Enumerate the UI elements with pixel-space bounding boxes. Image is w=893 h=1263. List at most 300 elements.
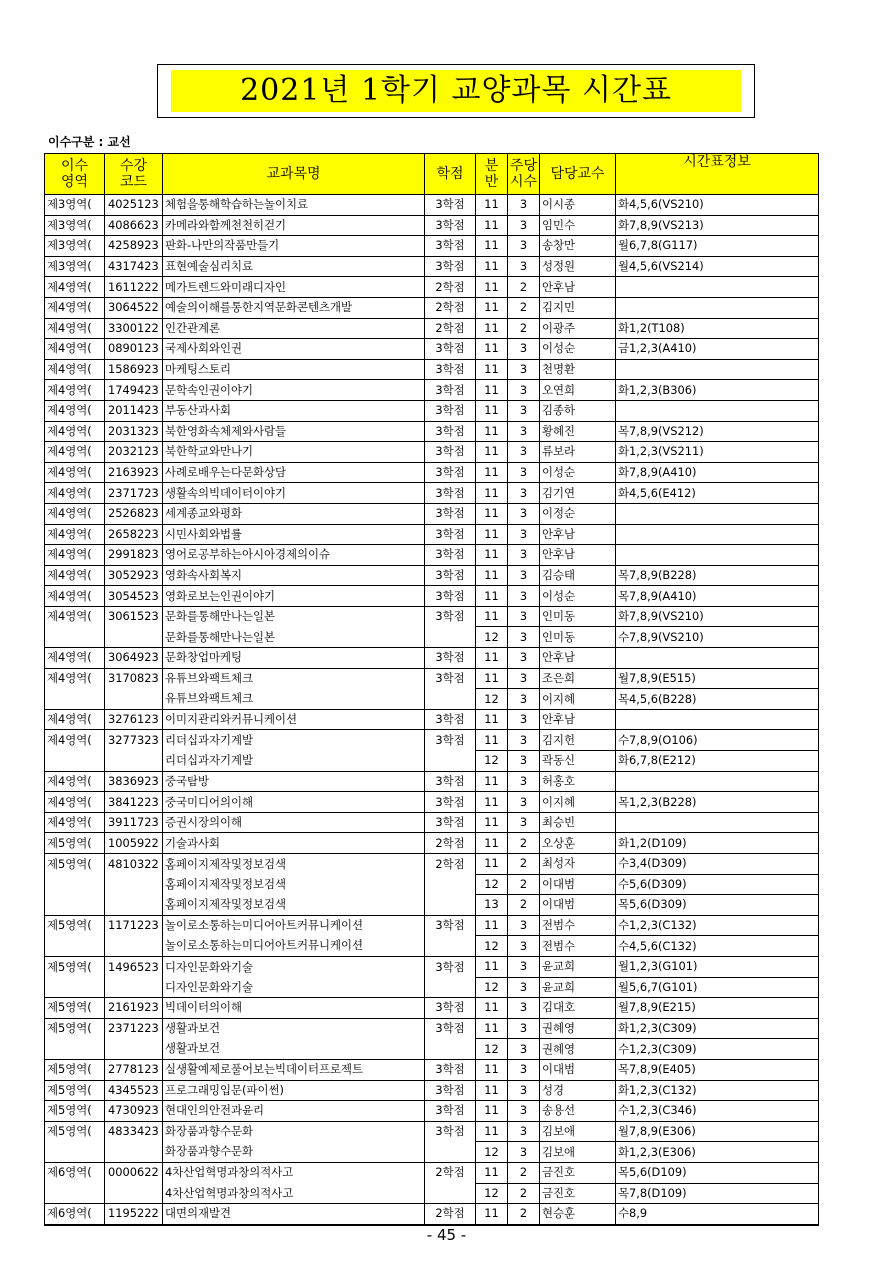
professor-cell: 안후남 <box>540 709 616 730</box>
professor-cell: 김지민 <box>540 297 616 318</box>
credit-cell: 3학점 <box>425 998 476 1019</box>
area-cell: 제4영역( <box>45 503 105 524</box>
code-cell: 4317423 <box>105 256 163 277</box>
schedule-cell: 수7,8,9(O106) <box>616 730 819 751</box>
hours-cell: 3 <box>508 442 540 463</box>
code-cell: 4810322 <box>105 854 163 875</box>
area-cell: 제5영역( <box>45 833 105 854</box>
credit-cell: 3학점 <box>425 462 476 483</box>
schedule-cell: 목7,8,9(VS212) <box>616 421 819 442</box>
code-cell: 2032123 <box>105 442 163 463</box>
credit-cell: 2학점 <box>425 297 476 318</box>
course-name-cell: 실생활예제로풀어보는빅데이터프로젝트 <box>163 1059 425 1080</box>
section-cell: 11 <box>476 236 508 257</box>
section-cell: 11 <box>476 297 508 318</box>
code-cell: 2658223 <box>105 524 163 545</box>
course-name-cell: 문학속인권이야기 <box>163 380 425 401</box>
table-row <box>45 1080 819 1101</box>
code-cell <box>105 874 163 895</box>
credit-cell: 2학점 <box>425 277 476 298</box>
schedule-cell: 수1,2,3(C132) <box>616 915 819 936</box>
area-cell: 제4영역( <box>45 462 105 483</box>
professor-cell: 김종하 <box>540 400 616 421</box>
code-cell: 1171223 <box>105 915 163 936</box>
section-cell: 11 <box>476 1018 508 1039</box>
hours-cell: 3 <box>508 915 540 936</box>
table-row <box>45 812 819 833</box>
section-cell: 11 <box>476 195 508 216</box>
table-row <box>45 339 819 360</box>
course-name-cell: 사례로배우는다문화상담 <box>163 462 425 483</box>
table-row <box>45 503 819 524</box>
credit-cell: 3학점 <box>425 400 476 421</box>
credit-cell: 3학점 <box>425 442 476 463</box>
hours-cell: 3 <box>508 956 540 977</box>
section-cell: 12 <box>476 977 508 998</box>
credit-cell: 3학점 <box>425 339 476 360</box>
code-cell: 4258923 <box>105 236 163 257</box>
table-row <box>45 689 819 710</box>
section-cell: 11 <box>476 998 508 1019</box>
table-row <box>45 1018 819 1039</box>
hours-cell: 3 <box>508 1101 540 1122</box>
table-row <box>45 833 819 854</box>
course-name-cell: 중국미디어의이해 <box>163 792 425 813</box>
code-cell: 2031323 <box>105 421 163 442</box>
professor-cell: 이광주 <box>540 318 616 339</box>
code-cell: 2161923 <box>105 998 163 1019</box>
credit-cell <box>425 689 476 710</box>
area-cell: 제4영역( <box>45 771 105 792</box>
professor-cell: 김대호 <box>540 998 616 1019</box>
table-row <box>45 195 819 216</box>
professor-cell: 권혜영 <box>540 1039 616 1060</box>
professor-cell: 김보애 <box>540 1142 616 1163</box>
header-name: 교과목명 <box>163 154 425 195</box>
professor-cell: 인미동 <box>540 606 616 627</box>
area-cell: 제4영역( <box>45 545 105 566</box>
table-row <box>45 462 819 483</box>
professor-cell: 윤교희 <box>540 977 616 998</box>
code-cell: 4833423 <box>105 1121 163 1142</box>
hours-cell: 3 <box>508 998 540 1019</box>
schedule-cell <box>616 771 819 792</box>
table-row <box>45 236 819 257</box>
table-row <box>45 359 819 380</box>
professor-cell: 오상훈 <box>540 833 616 854</box>
section-cell: 12 <box>476 936 508 957</box>
title-box <box>157 64 755 118</box>
code-cell: 1005922 <box>105 833 163 854</box>
credit-cell: 3학점 <box>425 565 476 586</box>
header-hours: 주당 시수 <box>508 154 540 195</box>
course-name-cell: 영어로공부하는아시아경제의이슈 <box>163 545 425 566</box>
schedule-cell: 목7,8,9(E405) <box>616 1059 819 1080</box>
table-row <box>45 442 819 463</box>
code-cell: 3300122 <box>105 318 163 339</box>
code-cell: 1611222 <box>105 277 163 298</box>
credit-cell: 3학점 <box>425 236 476 257</box>
course-name-cell: 중국탐방 <box>163 771 425 792</box>
code-cell: 3276123 <box>105 709 163 730</box>
area-cell <box>45 689 105 710</box>
section-cell: 11 <box>476 1080 508 1101</box>
code-cell: 0890123 <box>105 339 163 360</box>
timetable <box>44 153 819 1226</box>
schedule-cell: 화1,2(D109) <box>616 833 819 854</box>
credit-cell: 3학점 <box>425 1080 476 1101</box>
code-cell: 2371723 <box>105 483 163 504</box>
area-cell: 제4영역( <box>45 668 105 689</box>
code-cell: 4025123 <box>105 195 163 216</box>
hours-cell: 3 <box>508 1059 540 1080</box>
area-cell: 제4영역( <box>45 421 105 442</box>
schedule-cell: 목4,5,6(B228) <box>616 689 819 710</box>
table-row <box>45 1162 819 1183</box>
area-cell: 제4영역( <box>45 709 105 730</box>
area-cell: 제4영역( <box>45 730 105 751</box>
schedule-cell: 월5,6,7(G101) <box>616 977 819 998</box>
area-cell: 제4영역( <box>45 812 105 833</box>
professor-cell: 윤교희 <box>540 956 616 977</box>
course-name-cell: 부동산과사회 <box>163 400 425 421</box>
course-name-cell: 대면의재발견 <box>163 1204 425 1225</box>
hours-cell: 2 <box>508 1162 540 1183</box>
schedule-cell <box>616 359 819 380</box>
credit-cell: 2학점 <box>425 854 476 875</box>
course-name-cell: 판화-나만의작품만들기 <box>163 236 425 257</box>
credit-cell: 3학점 <box>425 215 476 236</box>
course-name-cell: 이미지관리와커뮤니케이션 <box>163 709 425 730</box>
credit-cell: 3학점 <box>425 256 476 277</box>
hours-cell: 3 <box>508 627 540 648</box>
schedule-cell: 화7,8,9(VS213) <box>616 215 819 236</box>
hours-cell: 2 <box>508 297 540 318</box>
area-cell: 제4영역( <box>45 483 105 504</box>
hours-cell: 3 <box>508 977 540 998</box>
course-name-cell: 유튜브와팩트체크 <box>163 668 425 689</box>
section-cell: 11 <box>476 586 508 607</box>
table-row <box>45 771 819 792</box>
section-cell: 11 <box>476 380 508 401</box>
professor-cell: 허홍호 <box>540 771 616 792</box>
code-cell <box>105 936 163 957</box>
credit-cell <box>425 1039 476 1060</box>
area-cell: 제5영역( <box>45 1121 105 1142</box>
schedule-cell <box>616 524 819 545</box>
table-row <box>45 1121 819 1142</box>
hours-cell: 3 <box>508 195 540 216</box>
course-name-cell: 유튜브와팩트체크 <box>163 689 425 710</box>
professor-cell: 이지혜 <box>540 689 616 710</box>
course-name-cell: 현대인의안전과윤리 <box>163 1101 425 1122</box>
schedule-cell: 수5,6(D309) <box>616 874 819 895</box>
course-name-cell: 카메라와함께천천히걷기 <box>163 215 425 236</box>
course-name-cell: 홈페이지제작및정보검색 <box>163 895 425 916</box>
code-cell: 3064923 <box>105 648 163 669</box>
hours-cell: 3 <box>508 648 540 669</box>
course-name-cell: 영화로보는인권이야기 <box>163 586 425 607</box>
schedule-cell <box>616 503 819 524</box>
professor-cell: 이대범 <box>540 874 616 895</box>
professor-cell: 인미동 <box>540 627 616 648</box>
header-prof: 담당교수 <box>540 154 616 195</box>
table-row <box>45 606 819 627</box>
credit-cell: 3학점 <box>425 380 476 401</box>
table-row <box>45 936 819 957</box>
section-cell: 13 <box>476 895 508 916</box>
credit-cell <box>425 1183 476 1204</box>
area-cell: 제4영역( <box>45 277 105 298</box>
credit-cell: 3학점 <box>425 730 476 751</box>
table-row <box>45 874 819 895</box>
section-cell: 11 <box>476 462 508 483</box>
section-cell: 11 <box>476 792 508 813</box>
code-cell: 2526823 <box>105 503 163 524</box>
schedule-cell: 화6,7,8(E212) <box>616 751 819 772</box>
professor-cell: 현승훈 <box>540 1204 616 1225</box>
hours-cell: 3 <box>508 380 540 401</box>
course-name-cell: 문화를통해만나는일본 <box>163 627 425 648</box>
credit-cell: 2학점 <box>425 1162 476 1183</box>
section-cell: 11 <box>476 421 508 442</box>
section-cell: 11 <box>476 812 508 833</box>
course-name-cell: 북한학교와만나기 <box>163 442 425 463</box>
table-row <box>45 1059 819 1080</box>
section-cell: 11 <box>476 545 508 566</box>
schedule-cell: 목5,6(D309) <box>616 895 819 916</box>
schedule-cell: 화1,2,3(VS211) <box>616 442 819 463</box>
schedule-cell: 목7,8,9(A410) <box>616 586 819 607</box>
area-cell <box>45 627 105 648</box>
course-name-cell: 놀이로소통하는미디어아트커뮤니케이션 <box>163 915 425 936</box>
schedule-cell <box>616 277 819 298</box>
header-credit: 학점 <box>425 154 476 195</box>
code-cell <box>105 1183 163 1204</box>
area-cell: 제4영역( <box>45 565 105 586</box>
section-cell: 11 <box>476 1121 508 1142</box>
table-row <box>45 977 819 998</box>
hours-cell: 2 <box>508 277 540 298</box>
schedule-cell: 수3,4(D309) <box>616 854 819 875</box>
section-cell: 12 <box>476 874 508 895</box>
code-cell <box>105 627 163 648</box>
section-cell: 11 <box>476 339 508 360</box>
credit-cell: 2학점 <box>425 833 476 854</box>
credit-cell <box>425 874 476 895</box>
table-row <box>45 565 819 586</box>
course-name-cell: 체험을통해학습하는놀이치료 <box>163 195 425 216</box>
section-cell: 11 <box>476 956 508 977</box>
section-cell: 11 <box>476 1162 508 1183</box>
section-cell: 11 <box>476 854 508 875</box>
course-name-cell: 예술의이해를통한지역문화콘텐츠개발 <box>163 297 425 318</box>
section-cell: 11 <box>476 565 508 586</box>
section-cell: 11 <box>476 318 508 339</box>
hours-cell: 2 <box>508 854 540 875</box>
code-cell <box>105 751 163 772</box>
hours-cell: 3 <box>508 1039 540 1060</box>
schedule-cell: 월4,5,6(VS214) <box>616 256 819 277</box>
area-cell: 제5영역( <box>45 998 105 1019</box>
area-cell: 제3영역( <box>45 256 105 277</box>
table-row <box>45 400 819 421</box>
credit-cell: 3학점 <box>425 1121 476 1142</box>
credit-cell: 3학점 <box>425 545 476 566</box>
professor-cell: 곽동신 <box>540 751 616 772</box>
hours-cell: 3 <box>508 545 540 566</box>
area-cell: 제4영역( <box>45 648 105 669</box>
code-cell: 4345523 <box>105 1080 163 1101</box>
hours-cell: 3 <box>508 771 540 792</box>
area-cell: 제5영역( <box>45 1059 105 1080</box>
hours-cell: 3 <box>508 1080 540 1101</box>
code-cell: 3277323 <box>105 730 163 751</box>
area-cell: 제4영역( <box>45 792 105 813</box>
professor-cell: 이대범 <box>540 895 616 916</box>
code-cell <box>105 1142 163 1163</box>
professor-cell: 오연희 <box>540 380 616 401</box>
credit-cell: 3학점 <box>425 503 476 524</box>
course-name-cell: 시민사회와법률 <box>163 524 425 545</box>
credit-cell <box>425 936 476 957</box>
professor-cell: 안후남 <box>540 648 616 669</box>
professor-cell: 금진호 <box>540 1183 616 1204</box>
table-row <box>45 586 819 607</box>
credit-cell <box>425 751 476 772</box>
credit-cell: 3학점 <box>425 195 476 216</box>
course-name-cell: 생활과보건 <box>163 1018 425 1039</box>
table-row <box>45 854 819 875</box>
table-row <box>45 215 819 236</box>
credit-cell <box>425 895 476 916</box>
course-name-cell: 리더십과자기계발 <box>163 751 425 772</box>
credit-cell <box>425 1142 476 1163</box>
schedule-cell: 화4,5,6(VS210) <box>616 195 819 216</box>
course-name-cell: 문화창업마케팅 <box>163 648 425 669</box>
course-name-cell: 인간관계론 <box>163 318 425 339</box>
code-cell: 4086623 <box>105 215 163 236</box>
section-cell: 11 <box>476 606 508 627</box>
schedule-cell: 수4,5,6(C132) <box>616 936 819 957</box>
hours-cell: 3 <box>508 503 540 524</box>
category-label: 이수구분 : 교선 <box>48 135 131 149</box>
code-cell: 3052923 <box>105 565 163 586</box>
section-cell: 11 <box>476 442 508 463</box>
professor-cell: 권혜영 <box>540 1018 616 1039</box>
area-cell <box>45 874 105 895</box>
hours-cell: 3 <box>508 730 540 751</box>
section-cell: 11 <box>476 1204 508 1225</box>
section-cell: 11 <box>476 1059 508 1080</box>
area-cell: 제6영역( <box>45 1204 105 1225</box>
code-cell: 3911723 <box>105 812 163 833</box>
schedule-cell: 수8,9 <box>616 1204 819 1225</box>
section-cell: 11 <box>476 668 508 689</box>
table-row <box>45 792 819 813</box>
course-name-cell: 기술과사회 <box>163 833 425 854</box>
table-row <box>45 730 819 751</box>
hours-cell: 3 <box>508 524 540 545</box>
code-cell: 4730923 <box>105 1101 163 1122</box>
professor-cell: 최성자 <box>540 854 616 875</box>
section-cell: 12 <box>476 1183 508 1204</box>
hours-cell: 3 <box>508 668 540 689</box>
schedule-cell <box>616 400 819 421</box>
schedule-cell: 월7,8,9(E515) <box>616 668 819 689</box>
table-row <box>45 1183 819 1204</box>
section-cell: 11 <box>476 215 508 236</box>
area-cell: 제6영역( <box>45 1162 105 1183</box>
table-row <box>45 256 819 277</box>
area-cell: 제4영역( <box>45 380 105 401</box>
credit-cell: 3학점 <box>425 359 476 380</box>
section-cell: 12 <box>476 751 508 772</box>
schedule-cell: 화4,5,6(E412) <box>616 483 819 504</box>
credit-cell: 3학점 <box>425 915 476 936</box>
course-name-cell: 4차산업혁명과창의적사고 <box>163 1183 425 1204</box>
credit-cell: 3학점 <box>425 1101 476 1122</box>
table-row <box>45 668 819 689</box>
table-row <box>45 297 819 318</box>
credit-cell: 3학점 <box>425 668 476 689</box>
hours-cell: 2 <box>508 874 540 895</box>
area-cell: 제5영역( <box>45 1101 105 1122</box>
professor-cell: 안후남 <box>540 545 616 566</box>
area-cell: 제4영역( <box>45 442 105 463</box>
area-cell: 제3영역( <box>45 215 105 236</box>
professor-cell: 이대범 <box>540 1059 616 1080</box>
area-cell: 제4영역( <box>45 297 105 318</box>
area-cell: 제4영역( <box>45 606 105 627</box>
section-cell: 11 <box>476 400 508 421</box>
section-cell: 11 <box>476 524 508 545</box>
hours-cell: 3 <box>508 565 540 586</box>
schedule-cell <box>616 812 819 833</box>
code-cell: 2163923 <box>105 462 163 483</box>
professor-cell: 송용선 <box>540 1101 616 1122</box>
area-cell: 제5영역( <box>45 1018 105 1039</box>
professor-cell: 최승빈 <box>540 812 616 833</box>
schedule-cell: 목7,8(D109) <box>616 1183 819 1204</box>
area-cell <box>45 751 105 772</box>
area-cell: 제3영역( <box>45 195 105 216</box>
course-name-cell: 홈페이지제작및정보검색 <box>163 854 425 875</box>
area-cell: 제5영역( <box>45 1080 105 1101</box>
section-cell: 11 <box>476 277 508 298</box>
course-name-cell: 생활속의빅데이터이야기 <box>163 483 425 504</box>
hours-cell: 3 <box>508 812 540 833</box>
hours-cell: 3 <box>508 359 540 380</box>
credit-cell: 2학점 <box>425 318 476 339</box>
section-cell: 11 <box>476 648 508 669</box>
table-row <box>45 1204 819 1225</box>
table-row <box>45 895 819 916</box>
hours-cell: 3 <box>508 236 540 257</box>
area-cell: 제4영역( <box>45 359 105 380</box>
hours-cell: 3 <box>508 689 540 710</box>
course-name-cell: 문화를통해만나는일본 <box>163 606 425 627</box>
section-cell: 11 <box>476 915 508 936</box>
table-row <box>45 1142 819 1163</box>
table-header-row <box>45 154 819 195</box>
area-cell: 제4영역( <box>45 339 105 360</box>
professor-cell: 성정원 <box>540 256 616 277</box>
schedule-cell <box>616 709 819 730</box>
schedule-cell: 화7,8,9(VS210) <box>616 606 819 627</box>
section-cell: 11 <box>476 1101 508 1122</box>
table-row <box>45 380 819 401</box>
